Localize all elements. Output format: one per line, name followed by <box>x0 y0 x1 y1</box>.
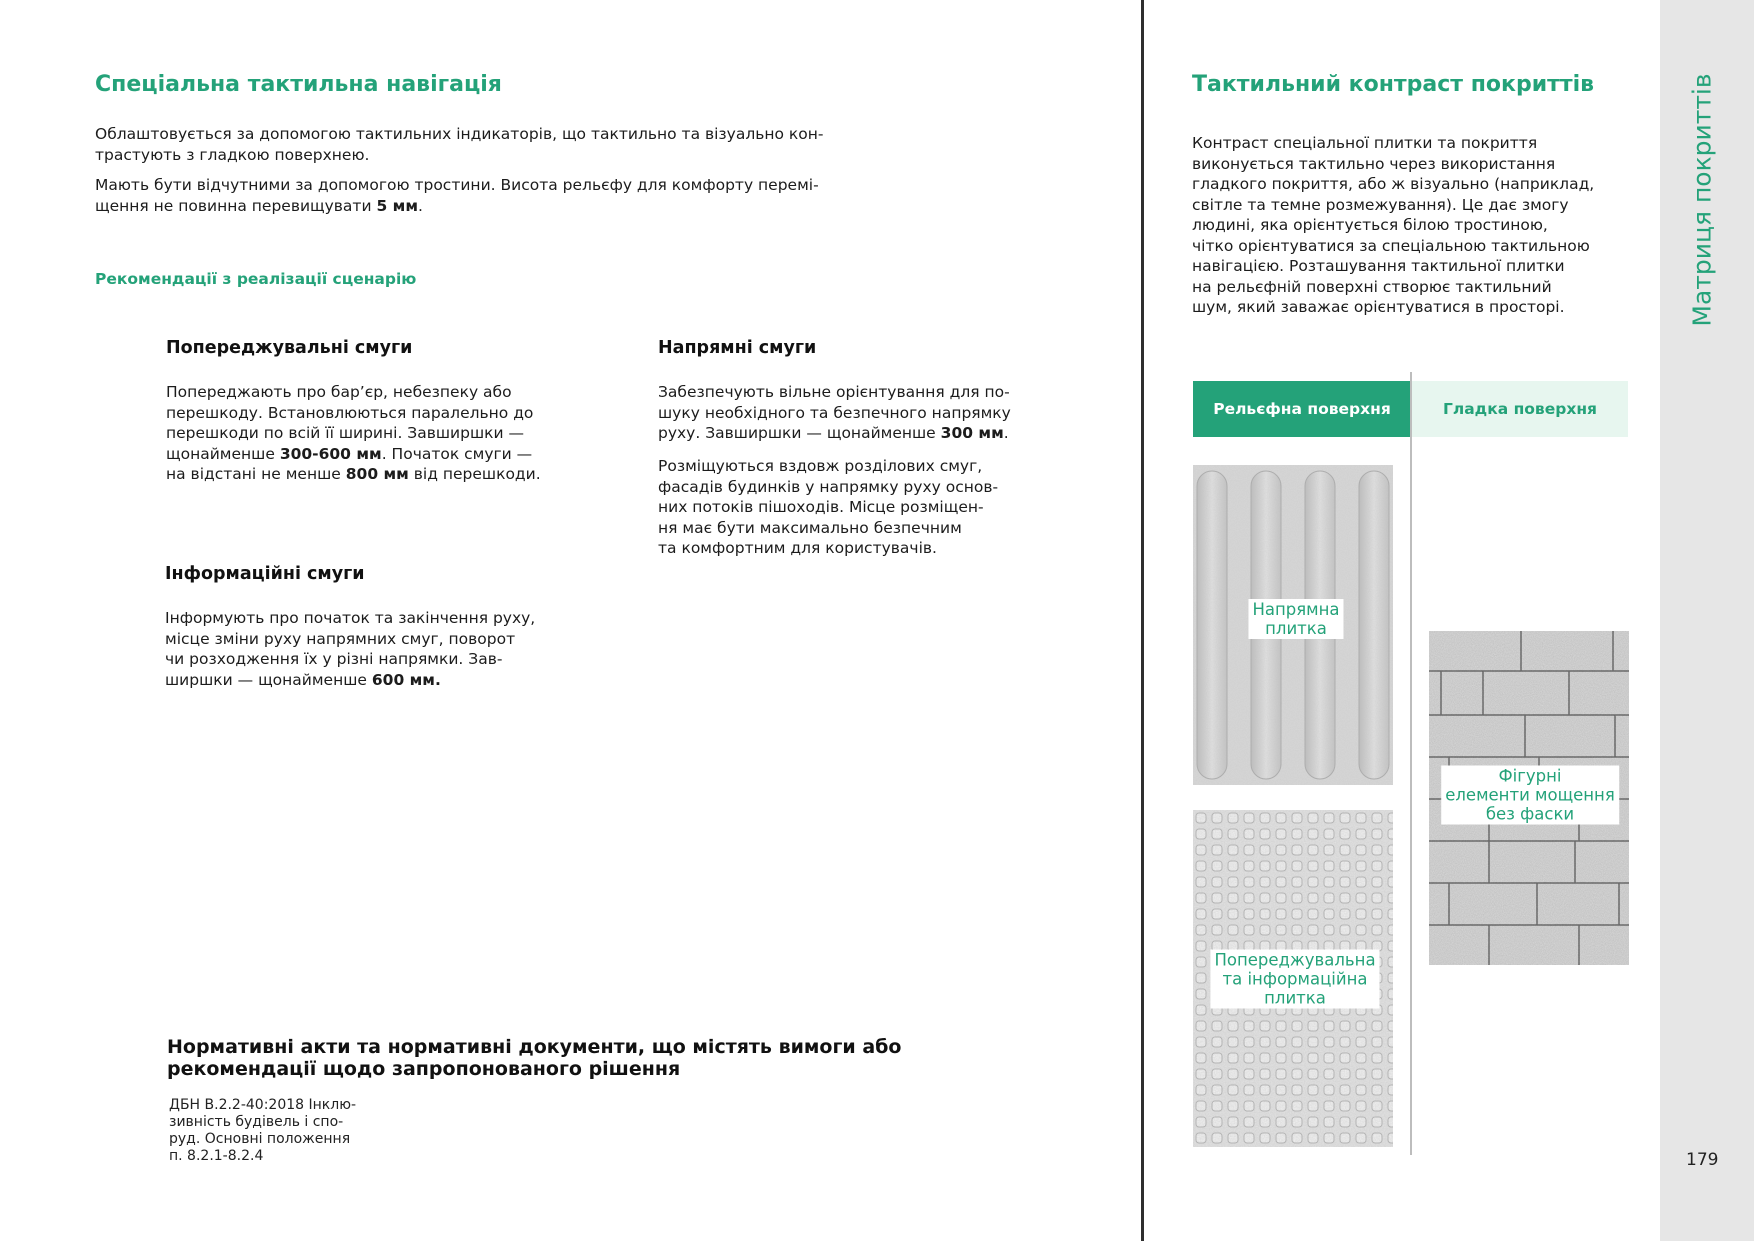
intro-paragraph-2 <box>95 175 915 216</box>
norms-document: ДБН В.2.2-40:2018 Інклю- зивність будівель і спо- руд. Основні положення п. 8.2.1-8.2.4 <box>169 1097 357 1164</box>
warning-distance-value: 800 мм <box>345 465 409 483</box>
tab-relief-label: Рельєфна поверхня <box>1213 400 1391 418</box>
recommendations-heading: Рекомендації з реалізації сценарію <box>95 270 417 288</box>
intro-text: Мають бути відчутними за допомогою тростини. Висота рельєфу для комфорту перемі- щення не повинна перевищувати <box>95 176 819 215</box>
sidebar-title-text: Матриця покриттів <box>1687 73 1717 327</box>
page-title: Спеціальна тактильна навігація <box>95 72 502 97</box>
direction-strips-text-2: Розміщуються вздовж розділових смуг, фасадів будинків у напрямку руху основ- них потоків пішоходів. Місце розміщен- ня має бути максимально безпечним та комфортним для користувачів. <box>658 457 999 557</box>
info-width-value: 600 мм. <box>371 670 441 689</box>
tab-smooth-label: Гладка поверхня <box>1442 400 1598 418</box>
info-text: Інформують про початок та закінчення руху, місце зміни руху напрямних смуг, поворот чи розходження їх у різні напрямки. Зав- ширшки — щонайменше <box>165 609 536 689</box>
warning-text-1: Попереджають про бар’єр, небезпеку або перешкоду. Встановлюються паралельно до перешкоди по всій її ширині. Завширшки — щонайменше <box>166 383 534 463</box>
warning-strips-title: Попереджувальні смуги <box>166 338 413 358</box>
directional-tile-label: Напрямна плитка <box>1248 599 1343 639</box>
direction-width-value: 300 мм <box>940 424 1004 442</box>
intro-end: . <box>418 196 423 215</box>
page-number: 179 <box>1686 1150 1719 1170</box>
warning-text-2: . Початок смуги — на відстані не менше <box>166 444 533 483</box>
intro-paragraph-1: Облаштовується за допомогою тактильних індикаторів, що тактильно та візуально кон- трастують з гладкою поверхнею. <box>95 125 824 164</box>
direction-text: Забезпечують вільне орієнтування для по- шуку необхідного та безпечного напрямку руху. Завширшки — щонайменше <box>658 383 1011 442</box>
warning-width-value: 300-600 мм <box>279 444 382 463</box>
tab-smooth-surface[interactable] <box>1412 381 1628 437</box>
warning-strips-text <box>166 382 586 485</box>
direction-end: . <box>1003 424 1009 442</box>
warning-text-3: від перешкоди. <box>408 465 541 483</box>
info-strips-text <box>165 608 585 690</box>
contrast-description: Контраст спеціальної плитки та покриття виконується тактильно через використання гладкого покриття, або ж візуально (наприклад, світле та темне розмежування). Це дає змогу людині, яка орієнтується білою тростиною, чітко орієнтуватися за спеціальною тактильною навігацією. Розташування тактильної плитки на рельєфній поверхні створює тактильний шум, який заважає орієнтуватися в просторі. <box>1192 134 1595 316</box>
direction-strips-text-1 <box>658 382 1078 444</box>
paving-tile-label: Фігурні елементи мощення без фаски <box>1441 766 1619 825</box>
intro-height-value: 5 мм <box>376 196 418 215</box>
section-title: Тактильний контраст покриттів <box>1192 72 1595 97</box>
sidebar-title <box>1672 70 1732 330</box>
column-separator <box>1410 372 1412 1155</box>
tab-relief-surface[interactable] <box>1193 381 1411 437</box>
direction-strips-title: Напрямні смуги <box>658 338 817 358</box>
info-strips-title: Інформаційні смуги <box>165 564 365 584</box>
warning-tile-label: Попереджувальна та інформаційна плитка <box>1210 950 1379 1009</box>
norms-title: Нормативні акти та нормативні документи, що містять вимоги або рекомендації щодо запропонованого рішення <box>167 1036 902 1080</box>
page-divider <box>1141 0 1144 1241</box>
